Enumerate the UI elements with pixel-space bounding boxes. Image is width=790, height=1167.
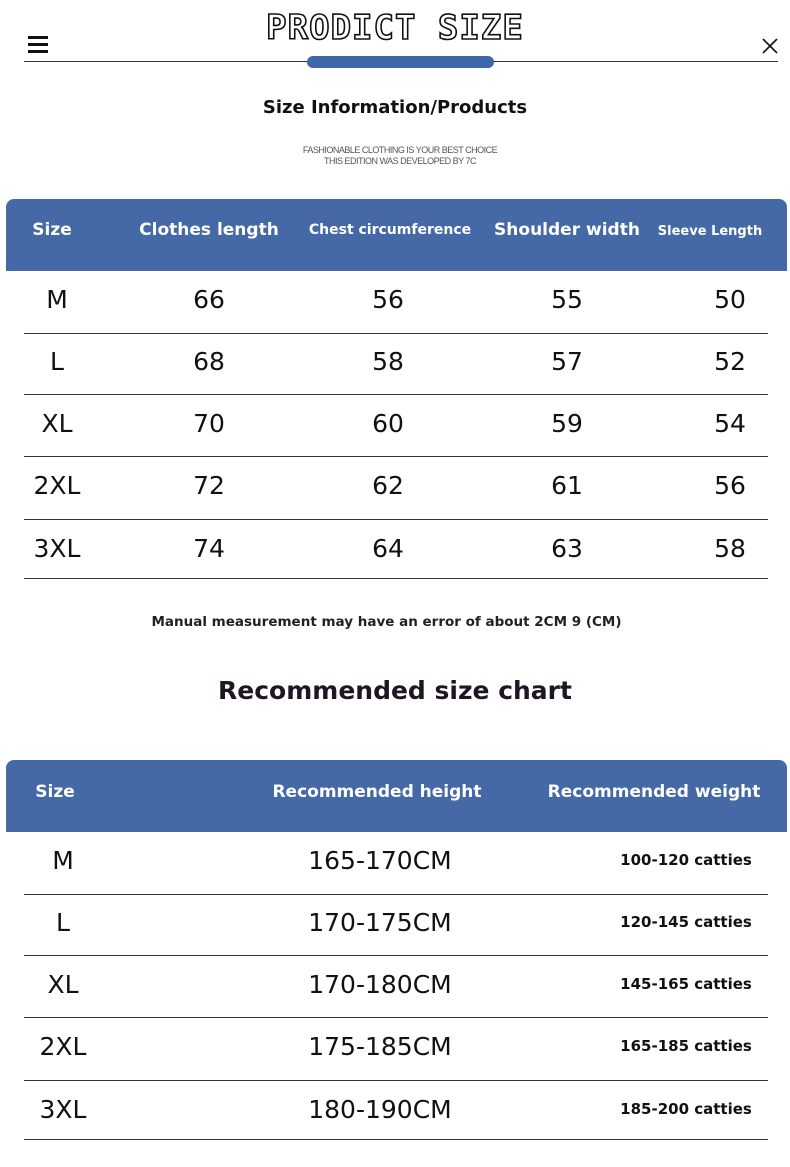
column-header-sleeve: Sleeve Length (657, 224, 763, 239)
cell-clothes-length: 72 (193, 471, 225, 500)
cell-sleeve: 54 (714, 409, 746, 438)
column-header-weight: Recommended weight (547, 782, 761, 802)
column-header-size: Size (35, 782, 75, 802)
cell-size: M (52, 846, 74, 875)
cell-weight: 100-120 catties (620, 851, 752, 869)
table-row (24, 956, 768, 1018)
cell-size: XL (47, 970, 79, 999)
section-title-size-info: Size Information/Products (262, 97, 528, 118)
close-icon[interactable] (761, 37, 779, 55)
cell-clothes-length: 70 (193, 409, 225, 438)
tagline-line-1: FASHIONABLE CLOTHING IS YOUR BEST CHOICE (302, 145, 498, 155)
table-row (24, 457, 768, 520)
cell-shoulder: 61 (551, 471, 583, 500)
cell-weight: 165-185 catties (620, 1037, 752, 1055)
cell-height: 165-170CM (308, 846, 452, 875)
table-row (24, 520, 768, 579)
cell-size: L (50, 347, 64, 376)
cell-size: XL (41, 409, 73, 438)
cell-size: 3XL (39, 1095, 87, 1124)
column-header-shoulder: Shoulder width (494, 220, 640, 240)
tagline-line-2: THIS EDITION WAS DEVELOPED BY 7C (323, 156, 477, 166)
cell-sleeve: 52 (714, 347, 746, 376)
cell-weight: 120-145 catties (620, 913, 752, 931)
cell-size: 2XL (33, 471, 81, 500)
section-title-recommended: Recommended size chart (218, 676, 572, 705)
cell-clothes-length: 66 (193, 285, 225, 314)
cell-clothes-length: 68 (193, 347, 225, 376)
table-row (24, 1081, 768, 1140)
cell-shoulder: 59 (551, 409, 583, 438)
cell-chest: 58 (372, 347, 404, 376)
column-header-height: Recommended height (272, 782, 482, 802)
measurement-note: Manual measurement may have an error of about 2CM 9 (CM) (151, 614, 622, 630)
table-row (24, 395, 768, 457)
accent-pill (307, 56, 494, 68)
cell-size: 2XL (39, 1032, 87, 1061)
column-header-clothes-length: Clothes length (139, 220, 279, 240)
table-row (24, 271, 768, 334)
cell-size: 3XL (33, 534, 81, 563)
cell-chest: 64 (372, 534, 404, 563)
cell-chest: 62 (372, 471, 404, 500)
cell-weight: 145-165 catties (620, 975, 752, 993)
cell-height: 180-190CM (308, 1095, 452, 1124)
cell-chest: 60 (372, 409, 404, 438)
cell-sleeve: 58 (714, 534, 746, 563)
column-header-chest: Chest circumference (308, 222, 472, 238)
cell-size: M (46, 285, 68, 314)
page-title: PRODICT SIZE (266, 8, 524, 48)
cell-chest: 56 (372, 285, 404, 314)
table-row (24, 894, 768, 956)
table-row (24, 1018, 768, 1081)
cell-shoulder: 63 (551, 534, 583, 563)
cell-size: L (56, 908, 70, 937)
cell-height: 170-175CM (308, 908, 452, 937)
table-row (24, 333, 768, 395)
cell-clothes-length: 74 (193, 534, 225, 563)
top-bar (0, 0, 790, 80)
cell-height: 170-180CM (308, 970, 452, 999)
cell-shoulder: 57 (551, 347, 583, 376)
column-header-size: Size (32, 220, 72, 240)
cell-shoulder: 55 (551, 285, 583, 314)
table-row (24, 832, 768, 895)
cell-sleeve: 50 (714, 285, 746, 314)
cell-height: 175-185CM (308, 1032, 452, 1061)
cell-sleeve: 56 (714, 471, 746, 500)
cell-weight: 185-200 catties (620, 1100, 752, 1118)
